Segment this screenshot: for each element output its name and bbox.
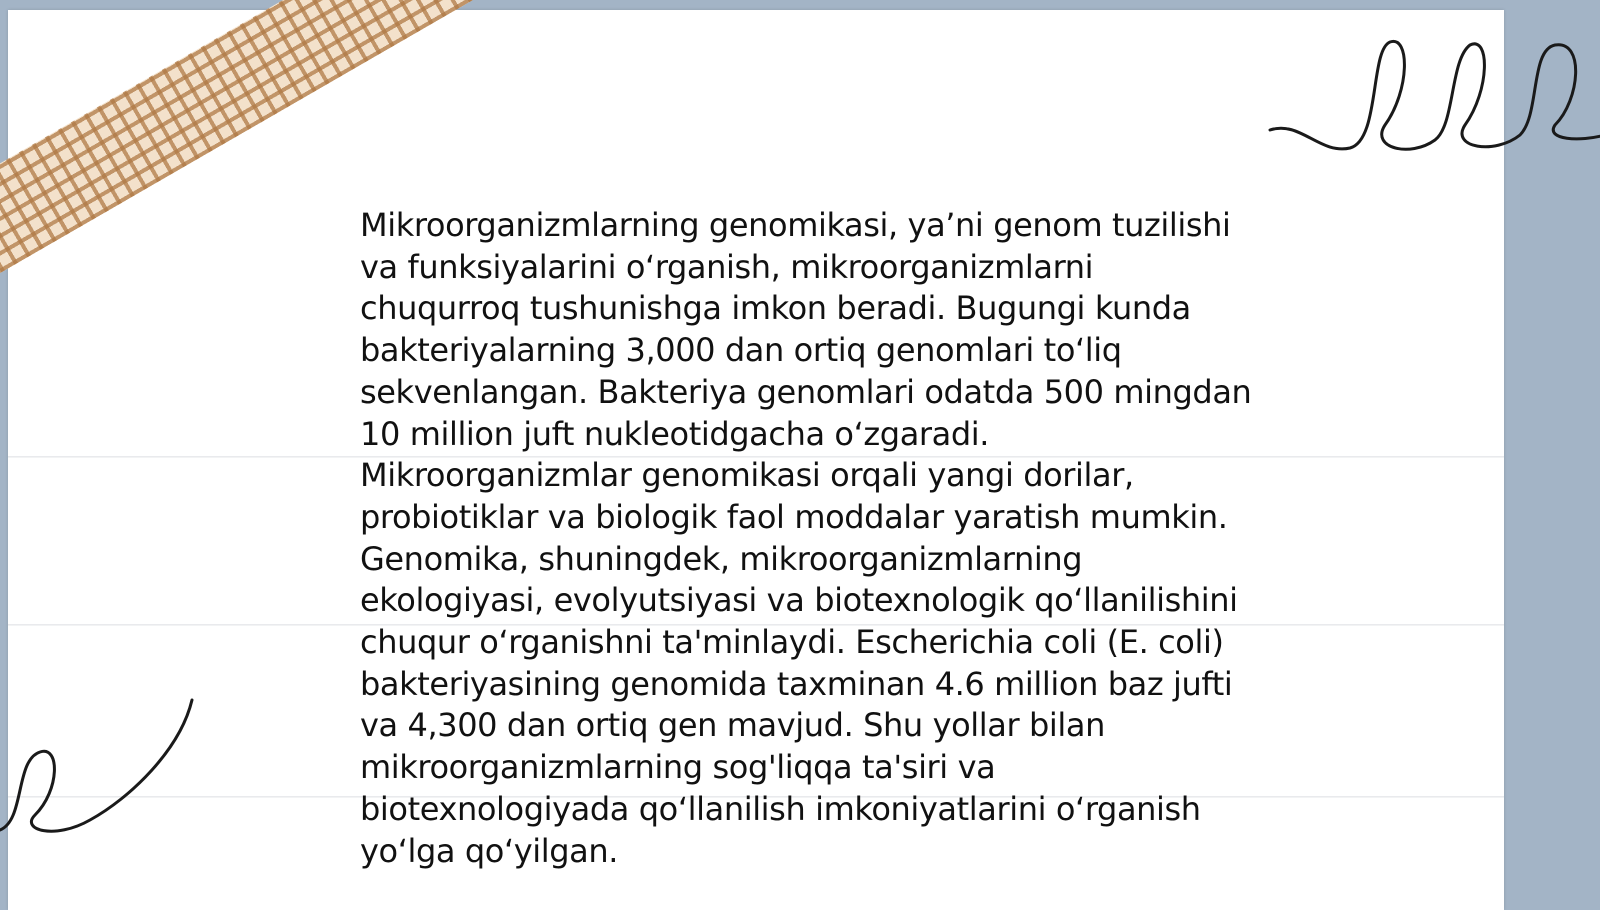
loop-scribble-icon bbox=[0, 690, 200, 850]
loop-scribble-icon bbox=[1260, 30, 1600, 170]
body-paragraph: Mikroorganizmlarning genomikasi, ya’ni genom tuzilishi va funksiyalarini oʻrganish, mikroorganizmlarni chuqurroq tushunishga imkon beradi. Bugungi kunda bakteriyalarning 3,000 dan ortiq genomlari toʻliq sekvenlangan. Bakteriya genomlari odatda 500 mingdan 10 million juft nukleotidgacha oʻzgaradi. Mikroorganizmlar genomikasi orqali yangi dorilar, probiotiklar va biologik faol moddalar yaratish mumkin. Genomika, shuningdek, mikroorganizmlarning ekologiyasi, evolyutsiyasi va biotexnologik qoʻllanilishini chuqur oʻrganishni ta'minlaydi. Escherichia coli (E. coli) bakteriyasining genomida taxminan 4.6 million baz jufti va 4,300 dan ortiq gen mavjud. Shu yollar bilan mikroorganizmlarning sog'liqqa ta'siri va biotexnologiyada qoʻllanilish imkoniyatlarini oʻrganish yoʻlga qoʻyilgan. bbox=[360, 206, 1252, 870]
